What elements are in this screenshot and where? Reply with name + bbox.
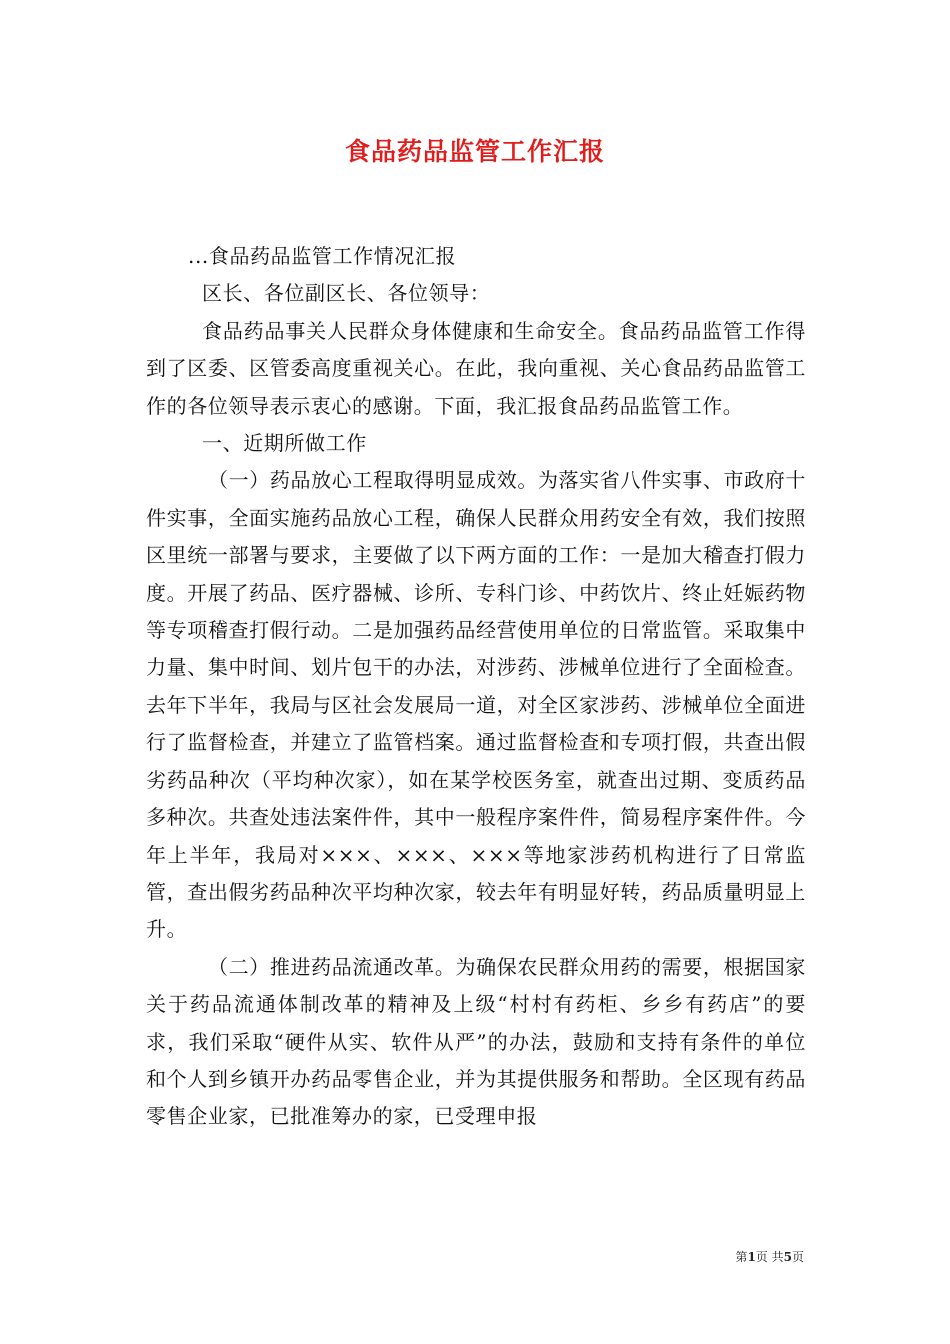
total-pages: 5 [783,1250,792,1264]
section-heading: 一、近期所做工作 [202,431,367,456]
current-page: 1 [747,1250,756,1264]
paragraph-item-1: （一）药品放心工程取得明显成效。为落实省八件实事、市政府十件实事，全面实施药品放心工程，确保人民群众用药安全有效，我们按照区里统一部署与要求，主要做了以下两方面的工作：一是加大稽查打假力度。开展了药品、医疗器械、诊所、专科门诊、中药饮片、终止妊娠药物等专项稽查打假行动。二是加强药品经营使用单位的日常监管。采取集中力量、集中时间、划片包干的办法，对涉药、涉械单位进行了全面检查。去年下半年，我局与区社会发展局一道，对全区家涉药、涉械单位全面进行了监督检查，并建立了监管档案。通过监督检查和专项打假，共查出假劣药品种次（平均种次家），如在某学校医务室，就查出过期、变质药品多种次。共查处违法案件件，其中一般程序案件件，简易程序案件件。今年上半年，我局对×××、×××、×××等地家涉药机构进行了日常监管，查出假劣药品种次平均种次家，较去年有明显好转，药品质量明显上升。 [146,468,806,942]
paragraph-intro: 食品药品事关人民群众身体健康和生命安全。食品药品监管工作得到了区委、区管委高度重视关心。在此，我向重视、关心食品药品监管工作的各位领导表示衷心的感谢。下面，我汇报食品药品监管工作。 [146,318,806,418]
document-title: 食品药品监管工作汇报 [344,137,605,166]
page-middle: 页 共 [755,1250,784,1264]
paragraph-item-2: （二）推进药品流通改革。为确保农民群众用药的需要，根据国家关于药品流通体制改革的精神及上级“村村有药柜、乡乡有药店”的要求，我们采取“硬件从实、软件从严”的办法，鼓励和支持有条件的单位和个人到乡镇开办药品零售企业，并为其提供服务和帮助。全区现有药品零售企业家，已批准筹办的家，已受理申报 [146,954,806,1129]
page-prefix: 第 [735,1250,748,1264]
greeting: 区长、各位副区长、各位领导： [202,281,491,306]
page-suffix: 页 [791,1250,804,1264]
document-body [146,238,806,1136]
page-number [735,1248,804,1265]
document-subtitle: ...食品药品监管工作情况汇报 [188,244,457,268]
